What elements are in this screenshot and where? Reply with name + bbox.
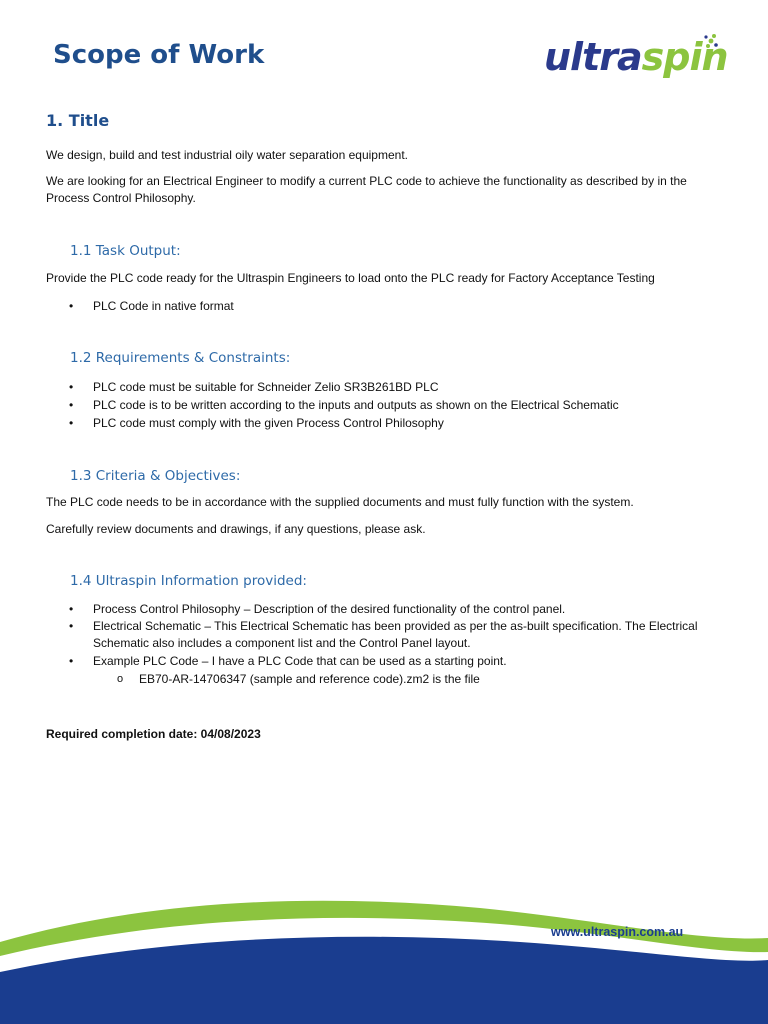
task-output-heading: 1.1 Task Output:	[70, 243, 181, 259]
bullet-icon: •	[69, 398, 74, 412]
logo-text-spin: spin	[641, 35, 728, 79]
circle-bullet-icon: o	[117, 673, 124, 685]
bullet-icon: •	[69, 619, 74, 633]
criteria-heading: 1.3 Criteria & Objectives:	[70, 468, 241, 484]
bullet-icon: •	[69, 654, 74, 668]
info-heading: 1.4 Ultraspin Information provided:	[70, 573, 307, 589]
sub-list	[93, 670, 724, 688]
list-item: • Process Control Philosophy – Description of the desired functionality of the control panel.	[69, 602, 566, 616]
task-output-text: Provide the PLC code ready for the Ultraspin Engineers to load onto the PLC ready for Factory Acceptance Testing	[46, 271, 655, 285]
list-item: • PLC code must be suitable for Schneider Zelio SR3B261BD PLC	[69, 380, 439, 394]
sub-list-item: o EB70-AR-14706347 (sample and reference code).zm2 is the file	[117, 672, 480, 686]
completion-date: Required completion date: 04/08/2023	[46, 727, 261, 741]
list-item: • PLC Code in native format	[69, 299, 234, 313]
footer-wave	[0, 880, 768, 1024]
requirements-list	[46, 378, 724, 432]
list-item: • Example PLC Code – I have a PLC Code that can be used as a starting point. o EB70-AR-14706347 (sample and reference code).zm2 is the file	[46, 652, 724, 688]
task-output-list	[46, 297, 724, 315]
list-item: • PLC code must comply with the given Process Control Philosophy	[69, 416, 444, 430]
purpose-paragraph: We are looking for an Electrical Engineer to modify a current PLC code to achieve the functionality as described by in the Process Control Philosophy.	[46, 174, 687, 205]
bullet-icon: •	[69, 380, 74, 394]
list-item: • Electrical Schematic – This Electrical Schematic has been provided as per the as-built specification. The Electrical Schematic also includes a component list and the Control Panel layout.	[69, 619, 698, 650]
bullet-icon: •	[69, 602, 74, 616]
bullet-icon: •	[69, 416, 74, 430]
review-paragraph: Carefully review documents and drawings, if any questions, please ask.	[46, 522, 426, 536]
svg-text:ultraspin	[544, 35, 728, 79]
info-list	[46, 600, 724, 688]
page-title: Scope of Work	[53, 40, 265, 70]
ultraspin-logo	[540, 28, 740, 90]
list-item: • PLC code is to be written according to the inputs and outputs as shown on the Electrical Schematic	[69, 398, 619, 412]
logo-text-ultra: ultra	[544, 35, 642, 79]
requirements-heading: 1.2 Requirements & Constraints:	[70, 350, 291, 366]
website-link[interactable]: www.ultraspin.com.au	[551, 925, 684, 939]
section-title: 1. Title	[46, 111, 110, 130]
bullet-icon: •	[69, 299, 74, 313]
criteria-paragraph: The PLC code needs to be in accordance with the supplied documents and must fully function with the system.	[46, 495, 634, 509]
intro-paragraph: We design, build and test industrial oily water separation equipment.	[46, 148, 408, 162]
